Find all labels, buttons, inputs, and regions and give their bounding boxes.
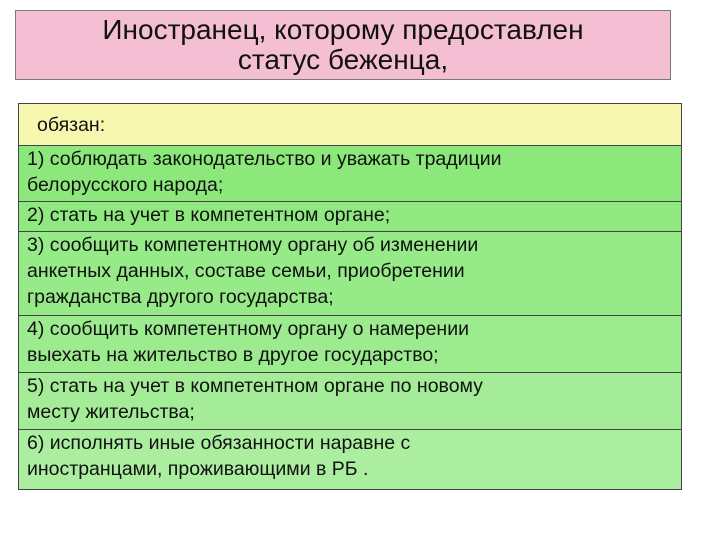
- obligation-item-6: 6) исполнять иные обязанности наравне с иностранцами, проживающими в РБ .: [19, 430, 681, 489]
- obligation-item-2: 2) стать на учет в компетентном органе;: [19, 202, 681, 232]
- title-line-2: статус беженца,: [237, 44, 449, 75]
- title-box: [15, 10, 671, 80]
- obligation-item-1: 1) соблюдать законодательство и уважать традиции белорусского народа;: [19, 146, 681, 202]
- obligation-item-5: 5) стать на учет в компетентном органе по новому месту жительства;: [19, 373, 681, 430]
- obligations-table: [18, 103, 682, 490]
- obligations-header: обязан:: [19, 104, 681, 146]
- title-line-1: Иностранец, которому предоставлен: [102, 14, 584, 45]
- obligation-item-3: 3) сообщить компетентному органу об изменении анкетных данных, составе семьи, приобретении гражданства другого государства;: [19, 232, 681, 316]
- obligation-item-4: 4) сообщить компетентному органу о намерении выехать на жительство в другое государство;: [19, 316, 681, 373]
